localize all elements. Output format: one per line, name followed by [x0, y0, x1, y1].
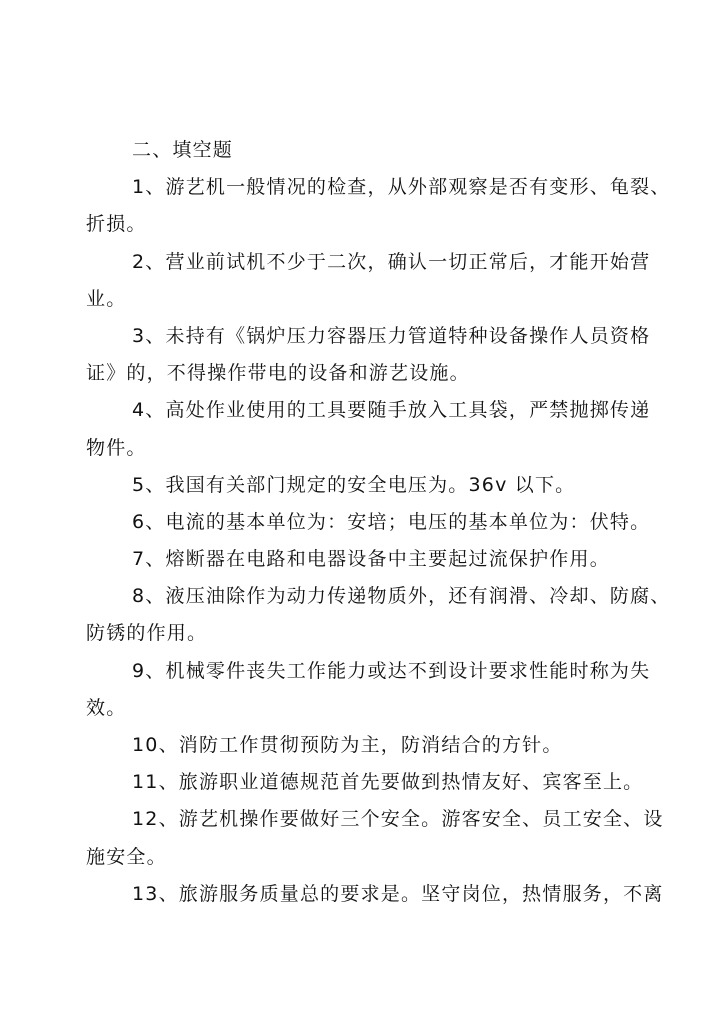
question-10-line-1: 10、消防工作贯彻预防为主，防消结合的方针。 — [132, 734, 563, 756]
question-13-line-1: 13、旅游服务质量总的要求是。坚守岗位，热情服务，不离 — [132, 882, 664, 905]
question-3-line-1: 3、未持有《锅炉压力容器压力管道特种设备操作人员资格 — [132, 324, 651, 347]
question-5-line-1: 5、我国有关部门规定的安全电压为。36v 以下。 — [132, 473, 576, 496]
question-8-line-2: 防锈的作用。 — [86, 622, 208, 645]
question-4-line-2: 物件。 — [86, 436, 147, 459]
question-1-line-1: 1、游艺机一般情况的检查，从外部观察是否有变形、龟裂、 — [132, 176, 671, 199]
section-heading: 二、填空题 — [132, 139, 234, 161]
question-9-line-2: 效。 — [86, 696, 127, 719]
question-8-line-1: 8、液压油除作为动力传递物质外，还有润滑、冷却、防腐、 — [132, 585, 671, 608]
question-3-line-2: 证》的，不得操作带电的设备和游艺设施。 — [86, 362, 470, 385]
question-1-line-2: 折损。 — [86, 213, 147, 236]
question-4-line-1: 4、高处作业使用的工具要随手放入工具袋，严禁抛掷传递 — [132, 399, 651, 422]
question-2-line-2: 业。 — [86, 287, 127, 310]
question-2-line-1: 2、营业前试机不少于二次，确认一切正常后，才能开始营 — [132, 250, 651, 273]
question-6-line-1: 6、电流的基本单位为：安培；电压的基本单位为：伏特。 — [132, 510, 651, 533]
document-body — [86, 132, 671, 913]
question-11-line-1: 11、旅游职业道德规范首先要做到热情友好、宾客至上。 — [132, 771, 644, 794]
question-9-line-1: 9、机械零件丧失工作能力或达不到设计要求性能时称为失 — [132, 659, 651, 682]
question-12-line-1: 12、游艺机操作要做好三个安全。游客安全、员工安全、设 — [132, 808, 664, 831]
question-7-line-1: 7、熔断器在电路和电器设备中主要起过流保护作用。 — [132, 548, 610, 571]
question-12-line-2: 施安全。 — [86, 845, 167, 868]
